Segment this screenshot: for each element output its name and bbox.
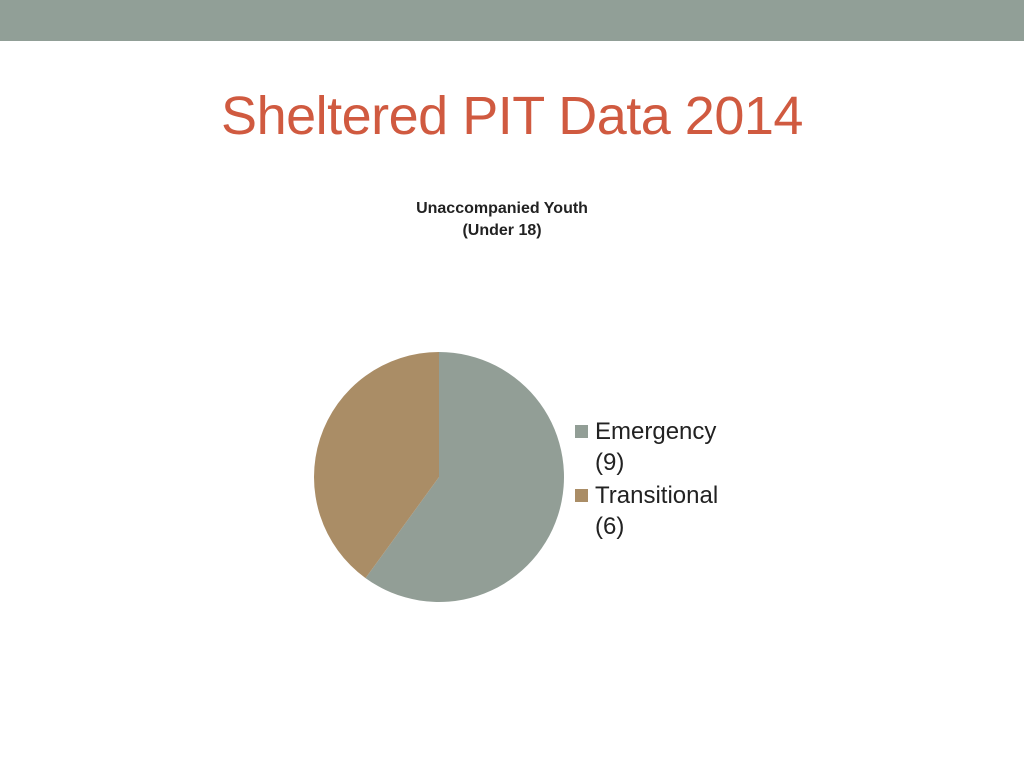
legend-swatch-emergency: [575, 425, 588, 438]
chart-legend: [575, 416, 775, 544]
legend-count-emergency: (9): [595, 449, 625, 476]
chart-title: [352, 198, 652, 242]
slide-title: Sheltered PIT Data 2014: [221, 86, 803, 146]
pie-chart: [300, 340, 580, 620]
legend-item-emergency: [575, 416, 775, 478]
legend-count-transitional: (6): [595, 513, 625, 540]
chart-title-line: Unaccompanied Youth: [416, 200, 588, 217]
legend-label-transitional: Transitional: [595, 482, 719, 509]
chart-subtitle-line: (Under 18): [462, 222, 542, 239]
legend-swatch-transitional: [575, 489, 588, 502]
legend-label-emergency: Emergency: [595, 418, 717, 445]
top-accent-bar: [0, 0, 1024, 41]
legend-item-transitional: [575, 480, 775, 542]
